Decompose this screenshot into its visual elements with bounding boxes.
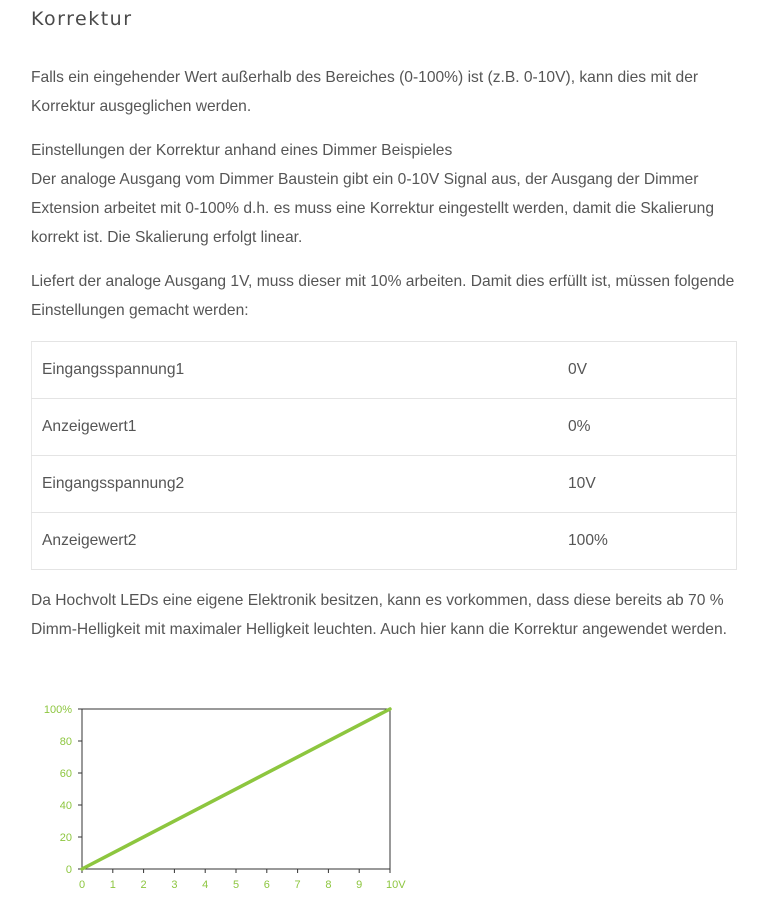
table-cell-label: Anzeigewert1	[32, 399, 559, 456]
chart-svg	[31, 690, 421, 895]
settings-intro-paragraph: Liefert der analoge Ausgang 1V, muss dieser mit 10% arbeiten. Damit dies erfüllt ist, müssen folgende Einstellungen gemacht werden:	[31, 273, 735, 319]
y-tick-label: 40	[59, 800, 72, 812]
correction-chart	[31, 690, 421, 900]
y-tick-label: 60	[59, 768, 72, 780]
x-tick-label: 7	[294, 879, 301, 891]
y-tick-label: 0	[65, 864, 72, 876]
table-cell-label: Eingangsspannung2	[32, 456, 559, 513]
table-row	[32, 399, 737, 456]
x-tick-label: 8	[325, 879, 332, 891]
table-cell-label: Eingangsspannung1	[32, 342, 559, 399]
hochvolt-paragraph: Da Hochvolt LEDs eine eigene Elektronik besitzen, kann es vorkommen, dass diese bereits ab 70 % Dimm-Helligkeit mit maximaler Helligkeit leuchten. Auch hier kann die Korrektur angewendet werden.	[31, 592, 727, 638]
y-tick-label: 80	[59, 736, 72, 748]
x-tick-label: 3	[171, 879, 178, 891]
x-tick-label: 10V	[386, 879, 406, 891]
example-paragraph	[31, 136, 743, 252]
example-body: Der analoge Ausgang vom Dimmer Baustein gibt ein 0-10V Signal aus, der Ausgang der Dimmer Extension arbeitet mit 0-100% d.h. es muss eine Korrektur eingestellt werden, damit die Skalierung korrekt ist. Die Skalierung erfolgt linear.	[31, 171, 715, 246]
table-row	[32, 342, 737, 399]
x-tick-label: 9	[356, 879, 363, 891]
settings-table	[31, 341, 737, 570]
table-cell-value: 100%	[558, 513, 737, 570]
table-row	[32, 513, 737, 570]
series-line	[82, 709, 390, 869]
table-cell-value: 0%	[558, 399, 737, 456]
y-tick-label: 20	[59, 832, 72, 844]
x-tick-label: 1	[109, 879, 116, 891]
table-cell-label: Anzeigewert2	[32, 513, 559, 570]
intro-paragraph: Falls ein eingehender Wert außerhalb des Bereiches (0-100%) ist (z.B. 0-10V), kann dies mit der Korrektur ausgeglichen werden.	[31, 69, 699, 115]
x-tick-label: 5	[232, 879, 240, 891]
section-title: Korrektur	[31, 8, 133, 30]
x-tick-label: 0	[78, 879, 86, 891]
x-tick-label: 4	[202, 879, 209, 891]
table-cell-value: 10V	[558, 456, 737, 513]
x-tick-label: 2	[140, 879, 147, 891]
table-cell-value: 0V	[558, 342, 737, 399]
table-row	[32, 456, 737, 513]
example-heading: Einstellungen der Korrektur anhand eines Dimmer Beispieles	[31, 142, 453, 159]
x-tick-label: 6	[263, 879, 270, 891]
y-tick-label: 100%	[43, 704, 72, 716]
